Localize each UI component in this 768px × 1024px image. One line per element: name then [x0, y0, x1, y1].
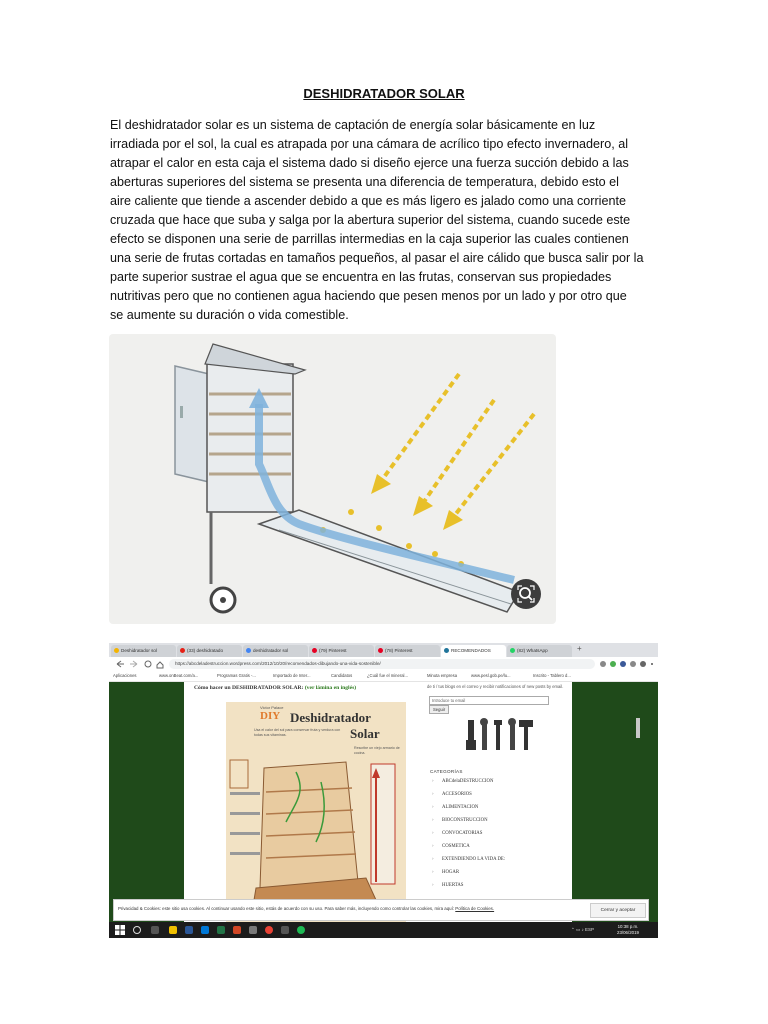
category-bullet: ›: [432, 870, 434, 875]
spotify-icon[interactable]: [297, 926, 305, 934]
app-icon[interactable]: [249, 926, 257, 934]
category-link[interactable]: ALIMENTACION: [442, 805, 479, 810]
mail-icon[interactable]: [201, 926, 209, 934]
category-bullet: ›: [432, 883, 434, 888]
cabinet-door: [175, 366, 209, 482]
home-icon: [157, 662, 163, 668]
bookmark-item[interactable]: www.pesl.gob.pe/lu...: [471, 673, 511, 678]
browser-tab[interactable]: [111, 645, 176, 657]
category-bullet: ›: [432, 779, 434, 784]
solar-dryer-drawing: [109, 334, 556, 624]
new-tab-button[interactable]: +: [577, 644, 582, 653]
poster-small-cabinet: [230, 760, 248, 788]
cookie-banner: [113, 899, 649, 921]
bookmark-item[interactable]: Programas Gratis -...: [217, 673, 256, 678]
solar-dryer-illustration: [109, 334, 556, 624]
bookmark-item[interactable]: ¿Cuál fue el mineral...: [367, 673, 408, 678]
bookmark-item[interactable]: Minuta empresa: [427, 673, 458, 678]
task-view-icon[interactable]: [151, 926, 159, 934]
browser-tab-active[interactable]: [441, 645, 506, 657]
poster-subtitle: Usa el calor del sol para conservar fruta y verdura con todas sus vitaminas.: [254, 728, 341, 737]
paragraph-line: nutritivas pero que no contienen agua haciendo que pesen menos por un lado y por otro que: [110, 289, 627, 303]
app-icon[interactable]: [281, 926, 289, 934]
paragraph-line: atrapar el calor en esta caja el sistema dado si diseño ejerce una fuerza succión debido a las: [110, 156, 629, 170]
category-link[interactable]: BIOCONSTRUCCION: [442, 818, 488, 823]
poster-callout: [230, 792, 260, 795]
tab-label: (78) Pinterest: [385, 648, 413, 653]
bookmark-item[interactable]: Importado de Inter...: [273, 673, 311, 678]
cookie-text: [118, 906, 494, 911]
page-scrollbar[interactable]: [635, 718, 641, 918]
email-field[interactable]: Introduce tu email: [429, 696, 549, 705]
follow-button[interactable]: Seguir: [429, 705, 449, 714]
diy-poster: [226, 702, 406, 922]
category-bullet: ›: [432, 818, 434, 823]
sunlight-arrow: [421, 400, 494, 506]
door-handle: [180, 406, 183, 418]
browser-screenshot: [109, 643, 658, 938]
clock-time: 10:38 p.m.: [617, 924, 639, 929]
tab-label: (82) WhatsApp: [517, 648, 548, 653]
category-bullet: ›: [432, 831, 434, 836]
chrome-icon[interactable]: [265, 926, 273, 934]
address-bar-row: [109, 657, 658, 672]
blog-content-area: [184, 682, 572, 922]
browser-tab[interactable]: [375, 645, 440, 657]
sunlight-arrowhead: [371, 474, 391, 494]
post-title-text: Cómo hacer un DESHIDRATADOR SOLAR:: [194, 685, 304, 691]
heat-point: [376, 525, 382, 531]
tab-label: deshidratador sol: [253, 648, 289, 653]
paragraph-line: cruzada que hace que suba y salga por la abertura superior del sistema, cuando sucede este: [110, 213, 631, 227]
clock[interactable]: [617, 924, 639, 936]
poster-cabinet: [260, 762, 358, 888]
tab-label: Deshidratador sol: [121, 648, 158, 653]
reload-icon: [145, 661, 151, 667]
poster-callout: [230, 852, 260, 855]
tray-language: ESP: [585, 927, 595, 932]
cabinet-body: [207, 364, 293, 512]
tools-icon: [466, 716, 538, 756]
category-bullet: ›: [432, 792, 434, 797]
scrollbar-thumb[interactable]: [636, 718, 640, 738]
category-link[interactable]: CONVOCATORIAS: [442, 831, 483, 836]
paragraph-line: aberturas superiores del sistema se presenta una diferencia de temperatura, debido esto el: [110, 175, 619, 189]
sidebar-intro: de ti / tus blogs en el correo y recibir notificaciones of new posts by email.: [427, 684, 564, 689]
paragraph-line: irradiada por el sol, la cual es atrapada por una cámara de acrílico tipo efecto invernadero, al: [110, 137, 629, 151]
paragraph-line: parte superior sustrae el agua que se encuentra en las frutas, conservan sus propiedades: [110, 270, 612, 284]
category-bullet: ›: [432, 844, 434, 849]
bookmarks-bar: [109, 671, 658, 682]
tab-favicon-icon: [378, 648, 383, 653]
browser-tab[interactable]: [177, 645, 242, 657]
lens-search-icon[interactable]: [511, 579, 541, 609]
nav-buttons: [111, 657, 167, 671]
paragraph-line: efecto se disponen una serie de parrillas intermedias en la caja superior las cuales contienen: [110, 232, 629, 246]
browser-tab[interactable]: [507, 645, 572, 657]
tab-favicon-icon: [312, 648, 317, 653]
windows-taskbar: [109, 922, 658, 938]
forward-icon: [130, 661, 137, 667]
category-link[interactable]: EXTENDIENDO LA VIDA DE:: [442, 857, 506, 862]
poster-title-2: Solar: [350, 726, 380, 741]
category-bullet: ›: [432, 857, 434, 862]
tab-favicon-icon: [180, 648, 185, 653]
file-explorer-icon[interactable]: [169, 926, 177, 934]
tab-label: (33) deshidratado: [187, 648, 224, 653]
post-title-link[interactable]: (ver lámina en inglés): [304, 685, 357, 691]
browser-tab-bar: [109, 643, 658, 657]
category-link[interactable]: COSMETICA: [442, 844, 470, 849]
tab-favicon-icon: [246, 648, 251, 653]
word-icon[interactable]: [185, 926, 193, 934]
category-link[interactable]: HOGAR: [442, 870, 460, 875]
post-title: [194, 685, 356, 691]
poster-callout: [230, 812, 260, 815]
paragraph-line: aire caliente que tiende a ascender debido a que es más ligero es jalado como una corriente: [110, 194, 626, 208]
poster-title: Deshidratador: [290, 710, 371, 725]
bookmark-item[interactable]: Aplicaciones: [113, 673, 137, 678]
accept-cookies-button[interactable]: Cerrar y aceptar: [590, 903, 646, 918]
paragraph-line: se aumente su duración o vida comestible.: [110, 308, 349, 322]
windows-start-icon[interactable]: [115, 925, 125, 935]
category-link[interactable]: ACCESORIOS: [442, 792, 472, 797]
categories-title: CATEGORÍAS: [430, 769, 463, 774]
powerpoint-icon[interactable]: [233, 926, 241, 934]
toolbar-extension-icons: [597, 657, 657, 671]
poster-drawing: [226, 702, 406, 922]
wheel-hub: [220, 597, 226, 603]
category-bullet: ›: [432, 805, 434, 810]
cookie-message: Privacidad & Cookies: este sitio usa cookies. Al continuar usando este sitio, estás de acuerdo con su uso. Para saber más, incluyendo como controlar las cookies, mira aquí:: [118, 906, 455, 911]
category-link[interactable]: ABCdelaDESTRUCCION: [442, 779, 494, 784]
poster-author: Victor Palace: [260, 705, 284, 710]
browser-tab[interactable]: [309, 645, 374, 657]
tab-favicon-icon: [444, 648, 449, 653]
tab-label: (79) Pinterest: [319, 648, 347, 653]
back-icon: [117, 661, 124, 667]
clock-date: 23/06/2019: [617, 930, 639, 935]
url-input[interactable]: https://abcdeladestruccion.wordpress.com/2012/10/20/recomendados-dibujando-una-vida-sostenible/: [169, 659, 595, 669]
sunlight-arrow: [451, 414, 534, 520]
bookmark-item[interactable]: www.onBeat.com/a...: [159, 673, 199, 678]
category-link[interactable]: HUERTAS: [442, 883, 464, 888]
sunlight-arrowhead: [443, 510, 463, 530]
poster-callout: [230, 832, 260, 835]
paragraph-line: El deshidratador solar es un sistema de captación de energía solar básicamente en luz: [110, 118, 596, 132]
tab-favicon-icon: [510, 648, 515, 653]
document-title: DESHIDRATADOR SOLAR: [303, 86, 465, 101]
cookie-policy-link[interactable]: Política de Cookies.: [455, 906, 495, 911]
browser-tab[interactable]: [243, 645, 308, 657]
search-icon[interactable]: [133, 926, 141, 934]
heat-point: [348, 509, 354, 515]
system-tray[interactable]: ⌃ ▭ ♪ ESP: [571, 927, 595, 932]
tab-label: RECOMENDADOS: [451, 648, 491, 653]
sunlight-arrowhead: [413, 496, 433, 516]
bookmark-item[interactable]: Candidatos: [331, 673, 353, 678]
bookmark-item[interactable]: Inscrito - Tablero d...: [533, 673, 571, 678]
heat-point: [406, 543, 412, 549]
paragraph-line: una serie de frutas cortadas en tamaños pequeños, al pasar el aire cálido que busca salir por la: [110, 251, 644, 265]
heat-point: [432, 551, 438, 557]
body-paragraph: [110, 116, 658, 325]
tab-favicon-icon: [114, 648, 119, 653]
poster-right-panel: [371, 764, 395, 884]
poster-subtitle-2: Rescribe un viejo armario de cocina.: [354, 746, 400, 755]
poster-diy: DIY: [260, 710, 281, 722]
excel-icon[interactable]: [217, 926, 225, 934]
